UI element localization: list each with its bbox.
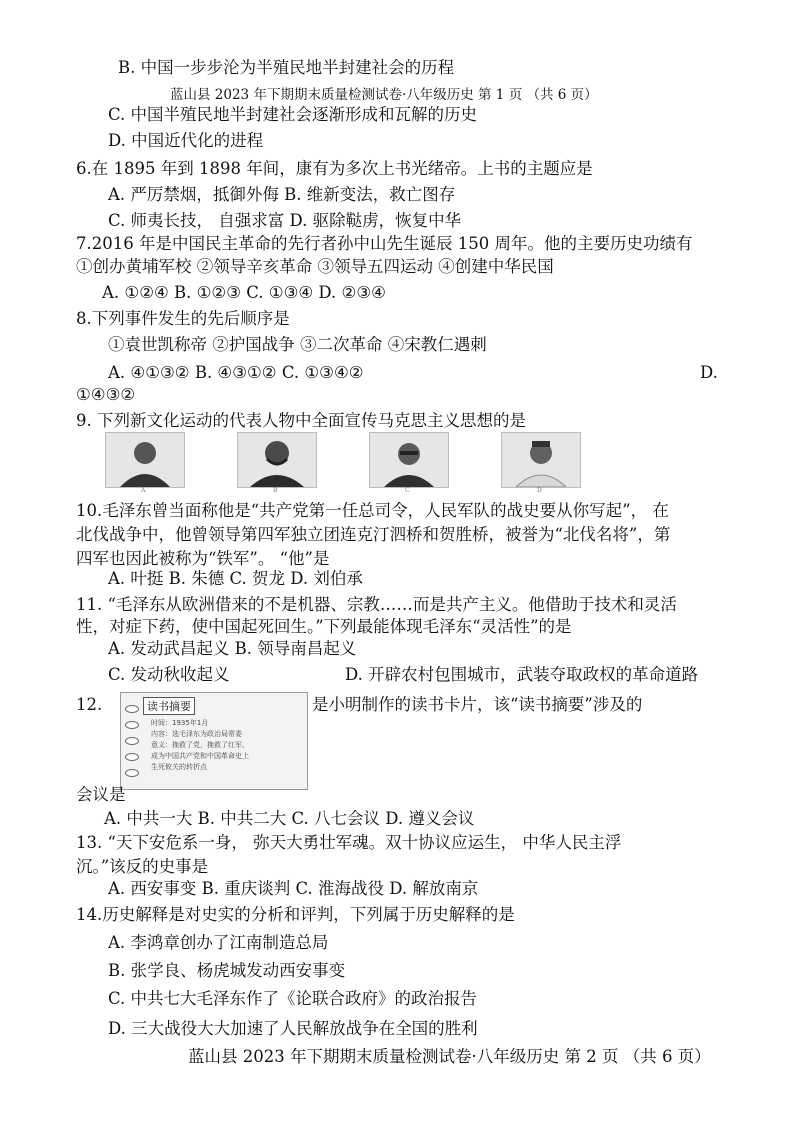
option-line: B. 中国一步步沦为半殖民地半封建社会的历程 <box>118 58 455 77</box>
question-6: 6.在 1895 年到 1898 年间，康有为多次上书光绪帝。上书的主题应是 <box>76 159 593 178</box>
card-line: 内容：选毛泽东为政治局常委 <box>151 730 242 738</box>
question-11-options-ab: A. 发动武昌起义 B. 领导南昌起义 <box>108 639 357 658</box>
option-line: D. 中国近代化的进程 <box>108 131 264 150</box>
question-10-line-2: 北伐战争中，他曾领导第四军独立团连克汀泗桥和贺胜桥，被誉为“北伐名将”，第 <box>76 525 671 544</box>
card-line: 生死攸关的转折点 <box>151 763 207 771</box>
question-8-options: A. ④①③② B. ④③①② C. ①③④② <box>108 363 364 382</box>
question-12-line-2: 会议是 <box>76 785 126 804</box>
question-11: 11. “毛泽东从欧洲借来的不是机器、宗教……而是共产主义。他借助于技术和灵活 <box>76 595 677 614</box>
question-10: 10.毛泽东曾当面称他是“共产党第一任总司令，人民军队的战史要从你写起”， 在 <box>76 501 669 520</box>
question-8-items: ①袁世凯称帝 ②护国战争 ③二次革命 ④宋教仁遇刺 <box>108 335 487 354</box>
portrait-c-label: C <box>405 487 410 494</box>
portrait-d <box>501 432 581 488</box>
question-13: 13. “天下安危系一身， 弥天大勇壮军魂。双十协议应运生， 中华人民主浮 <box>76 833 622 852</box>
question-8: 8.下列事件发生的先后顺序是 <box>76 309 290 328</box>
question-7-items: ①创办黄埔军校 ②领导辛亥革命 ③领导五四运动 ④创建中华民国 <box>76 257 554 276</box>
portrait-a-label: A <box>141 487 146 494</box>
question-7: 7.2016 年是中国民主革命的先行者孙中山先生诞辰 150 周年。他的主要历史功绩有 <box>76 234 693 253</box>
question-11-line-2: 性，对症下药，使中国起死回生。”下列最能体现毛泽东“灵活性”的是 <box>76 617 572 636</box>
card-line: 成为中国共产党和中国革命史上 <box>151 752 249 760</box>
question-12-number: 12. <box>76 695 103 714</box>
question-14-option-b: B. 张学良、杨虎城发动西安事变 <box>108 961 346 980</box>
page-footer: 蓝山县 2023 年下期期末质量检测试卷·八年级历史 第 2 页 （共 6 页） <box>188 1047 711 1066</box>
portrait-a <box>105 432 185 488</box>
question-11-option-d: D. 开辟农村包围城市，武装夺取政权的革命道路 <box>345 665 699 684</box>
question-8-option-d-label: D. <box>700 363 718 382</box>
question-13-line-2: 沉。”该反的史事是 <box>76 857 209 876</box>
question-6-options-ab: A. 严厉禁烟，抵御外侮 B. 维新变法，救亡图存 <box>108 185 456 204</box>
question-12: 是小明制作的读书卡片，该“读书摘要”涉及的 <box>312 695 643 714</box>
reading-card-image <box>120 692 308 790</box>
page-header: 蓝山县 2023 年下期期末质量检测试卷·八年级历史 第 1 页 （共 6 页） <box>170 87 598 103</box>
option-line: C. 中国半殖民地半封建社会逐渐形成和瓦解的历史 <box>108 105 478 124</box>
portrait-b <box>237 432 317 488</box>
question-7-options: A. ①②④ B. ①②③ C. ①③④ D. ②③④ <box>102 283 386 302</box>
portrait-d-label: D <box>537 487 542 494</box>
question-8-option-d: ①④③② <box>76 385 136 404</box>
question-10-options: A. 叶挺 B. 朱德 C. 贺龙 D. 刘伯承 <box>108 569 363 588</box>
question-13-options: A. 西安事变 B. 重庆谈判 C. 淮海战役 D. 解放南京 <box>108 879 479 898</box>
portrait-c <box>369 432 449 488</box>
portrait-row <box>105 432 565 494</box>
question-14-option-d: D. 三大战役大大加速了人民解放战争在全国的胜利 <box>108 1019 478 1038</box>
card-line: 时间：1935年1月 <box>151 719 209 727</box>
question-9: 9. 下列新文化运动的代表人物中全面宣传马克思主义思想的是 <box>76 411 526 430</box>
card-line: 意义：挽救了党，挽救了红军， <box>151 741 249 749</box>
card-title: 读书摘要 <box>143 697 195 715</box>
question-14: 14.历史解释是对史实的分析和评判，下列属于历史解释的是 <box>76 905 515 924</box>
question-12-options: A. 中共一大 B. 中共二大 C. 八七会议 D. 遵义会议 <box>104 809 475 828</box>
portrait-b-label: B <box>273 487 278 494</box>
question-11-option-c: C. 发动秋收起义 <box>108 665 230 684</box>
question-14-option-c: C. 中共七大毛泽东作了《论联合政府》的政治报告 <box>108 989 478 1008</box>
question-14-option-a: A. 李鸿章创办了江南制造总局 <box>108 933 329 952</box>
question-6-options-cd: C. 师夷长技， 自强求富 D. 驱除鞑虏，恢复中华 <box>108 211 462 230</box>
question-10-line-3: 四军也因此被称为“铁军”。 “他”是 <box>76 549 330 568</box>
